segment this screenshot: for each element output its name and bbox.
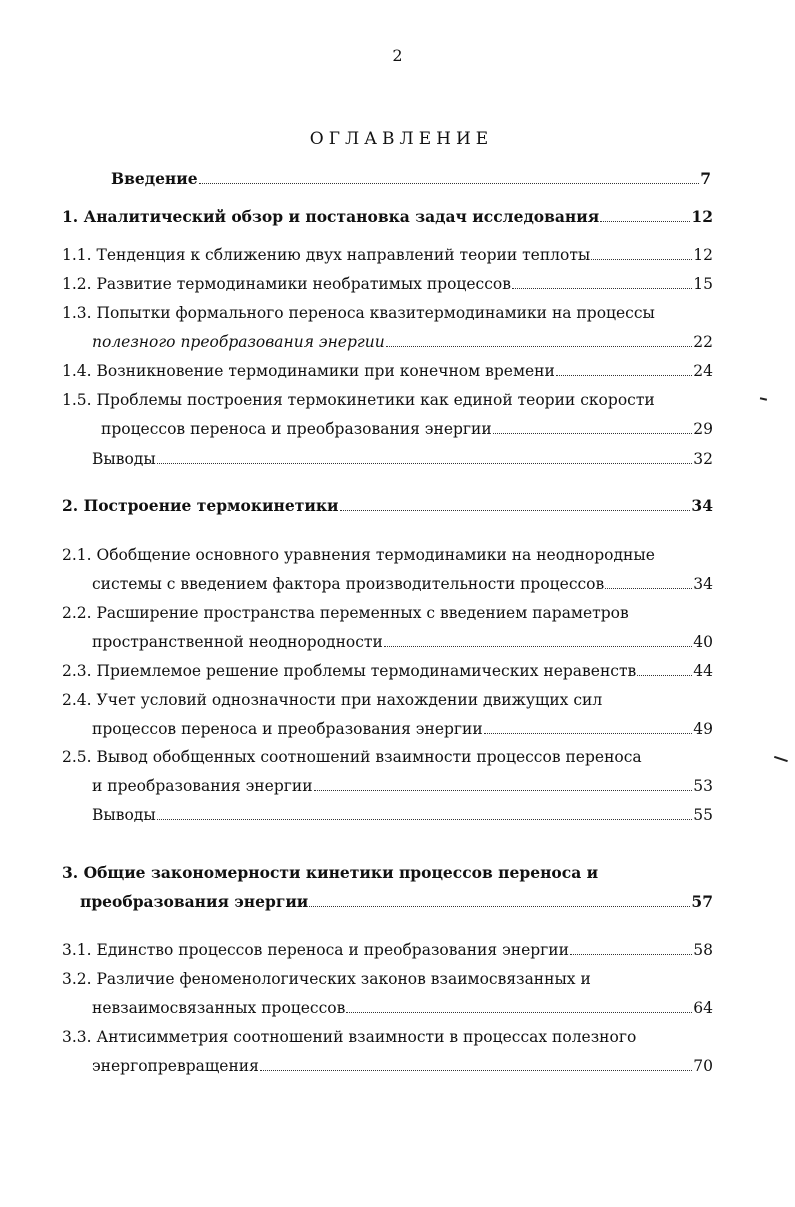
toc-entry-page: 57	[691, 892, 713, 911]
toc-entry-text: полезного преобразования энергии	[92, 333, 385, 351]
toc-entry-2-2	[62, 603, 713, 623]
toc-chapter-3-cont	[80, 892, 713, 912]
toc-entry-text: 3.1. Единство процессов переноса и преобразования энергии	[62, 941, 569, 959]
toc-entry-2-4-cont	[92, 719, 713, 739]
toc-entry-text: 3. Общие закономерности кинетики процессов переноса и	[62, 863, 599, 882]
toc-entry-text: процессов переноса и преобразования энергии	[92, 720, 483, 738]
leader-dots	[157, 819, 693, 820]
toc-entry-3-2	[62, 969, 713, 989]
toc-entry-page: 12	[693, 246, 713, 264]
toc-entry-2-4	[62, 690, 713, 710]
toc-entry-text: 1.3. Попытки формального переноса квазитермодинамики на процессы	[62, 304, 655, 322]
toc-entry-page: 24	[693, 362, 713, 380]
margin-mark	[774, 756, 788, 762]
toc-entry-page: 64	[693, 999, 713, 1017]
leader-dots	[591, 259, 692, 260]
toc-entry-1-1	[62, 245, 713, 265]
toc-entry-page: 22	[693, 333, 713, 351]
toc-entry-3-2-cont	[92, 998, 713, 1018]
toc-entry-text: 1. Аналитический обзор и постановка задач исследования	[62, 207, 600, 226]
toc-entry-text: системы с введением фактора производительности процессов	[92, 575, 605, 593]
toc-entry-page: 32	[693, 450, 713, 468]
toc-entry-text: Введение	[111, 169, 198, 188]
leader-dots	[260, 1070, 692, 1071]
toc-entry-3-3	[62, 1027, 713, 1047]
toc-entry-page: 29	[693, 420, 713, 438]
leader-dots	[512, 288, 692, 289]
toc-chapter-1	[62, 207, 713, 227]
toc-entry-page: 53	[693, 777, 713, 795]
margin-mark	[760, 397, 767, 400]
toc-entry-1-5	[62, 390, 713, 410]
toc-title: ОГЛАВЛЕНИЕ	[309, 129, 494, 149]
leader-dots	[309, 906, 690, 907]
toc-entry-page: 44	[693, 662, 713, 680]
toc-entry-2-1	[62, 545, 713, 565]
leader-dots	[157, 463, 693, 464]
leader-dots	[556, 375, 692, 376]
toc-entry-1-2	[62, 274, 713, 294]
toc-entry-1-conclusions	[92, 449, 713, 469]
toc-entry-text: Выводы	[92, 450, 156, 468]
toc-entry-2-5-cont	[92, 776, 713, 796]
toc-entry-text: 2.5. Вывод обобщенных соотношений взаимности процессов переноса	[62, 748, 642, 766]
toc-entry-text: энергопревращения	[92, 1057, 259, 1075]
toc-entry-introduction	[111, 169, 711, 189]
toc-entry-text: 1.1. Тенденция к сближению двух направлений теории теплоты	[62, 246, 591, 264]
toc-entry-3-1	[62, 940, 713, 960]
toc-entry-text: 2. Построение термокинетики	[62, 496, 339, 515]
leader-dots	[386, 346, 693, 347]
toc-entry-text: 1.5. Проблемы построения термокинетики как единой теории скорости	[62, 391, 655, 409]
toc-entry-page: 70	[693, 1057, 713, 1075]
toc-entry-2-conclusions	[92, 805, 713, 825]
toc-entry-text: 2.3. Приемлемое решение проблемы термодинамических неравенств	[62, 662, 637, 680]
toc-entry-page: 40	[693, 633, 713, 651]
toc-entry-text: 2.2. Расширение пространства переменных с введением параметров	[62, 604, 629, 622]
toc-entry-text: невзаимосвязанных процессов	[92, 999, 346, 1017]
toc-entry-text: 1.2. Развитие термодинамики необратимых процессов	[62, 275, 511, 293]
leader-dots	[493, 433, 693, 434]
toc-entry-2-2-cont	[92, 632, 713, 652]
toc-chapter-2	[62, 496, 713, 516]
leader-dots	[570, 954, 692, 955]
toc-entry-text: пространственной неоднородности	[92, 633, 383, 651]
toc-entry-page: 34	[693, 575, 713, 593]
toc-entry-2-1-cont	[92, 574, 713, 594]
leader-dots	[600, 221, 690, 222]
toc-entry-text: и преобразования энергии	[92, 777, 313, 795]
toc-entry-2-5	[62, 747, 713, 767]
leader-dots	[637, 675, 692, 676]
toc-entry-2-3	[62, 661, 713, 681]
toc-entry-page: 34	[691, 496, 713, 515]
leader-dots	[314, 790, 693, 791]
toc-entry-1-4	[62, 361, 713, 381]
toc-entry-text: 2.4. Учет условий однозначности при нахождении движущих сил	[62, 691, 603, 709]
toc-entry-1-3-cont	[92, 332, 713, 352]
leader-dots	[384, 646, 692, 647]
toc-entry-page: 12	[691, 207, 713, 226]
toc-entry-text: 1.4. Возникновение термодинамики при конечном времени	[62, 362, 555, 380]
leader-dots	[199, 183, 700, 184]
toc-entry-1-3	[62, 303, 713, 323]
page-number: 2	[392, 46, 403, 65]
toc-entry-page: 58	[693, 941, 713, 959]
leader-dots	[484, 733, 693, 734]
toc-entry-page: 55	[693, 806, 713, 824]
toc-entry-1-5-cont	[101, 419, 713, 439]
toc-entry-page: 49	[693, 720, 713, 738]
toc-entry-text: 3.2. Различие феноменологических законов взаимосвязанных и	[62, 970, 591, 988]
leader-dots	[346, 1012, 692, 1013]
toc-entry-text: 2.1. Обобщение основного уравнения термодинамики на неоднородные	[62, 546, 655, 564]
leader-dots	[605, 588, 692, 589]
toc-entry-text: Выводы	[92, 806, 156, 824]
toc-entry-text: преобразования энергии	[80, 892, 309, 911]
toc-entry-3-3-cont	[92, 1056, 713, 1076]
toc-entry-text: 3.3. Антисимметрия соотношений взаимности в процессах полезного	[62, 1028, 637, 1046]
leader-dots	[340, 510, 691, 511]
toc-entry-page: 7	[700, 169, 711, 188]
toc-chapter-3	[62, 863, 713, 883]
toc-entry-page: 15	[693, 275, 713, 293]
toc-entry-text: процессов переноса и преобразования энергии	[101, 420, 492, 438]
